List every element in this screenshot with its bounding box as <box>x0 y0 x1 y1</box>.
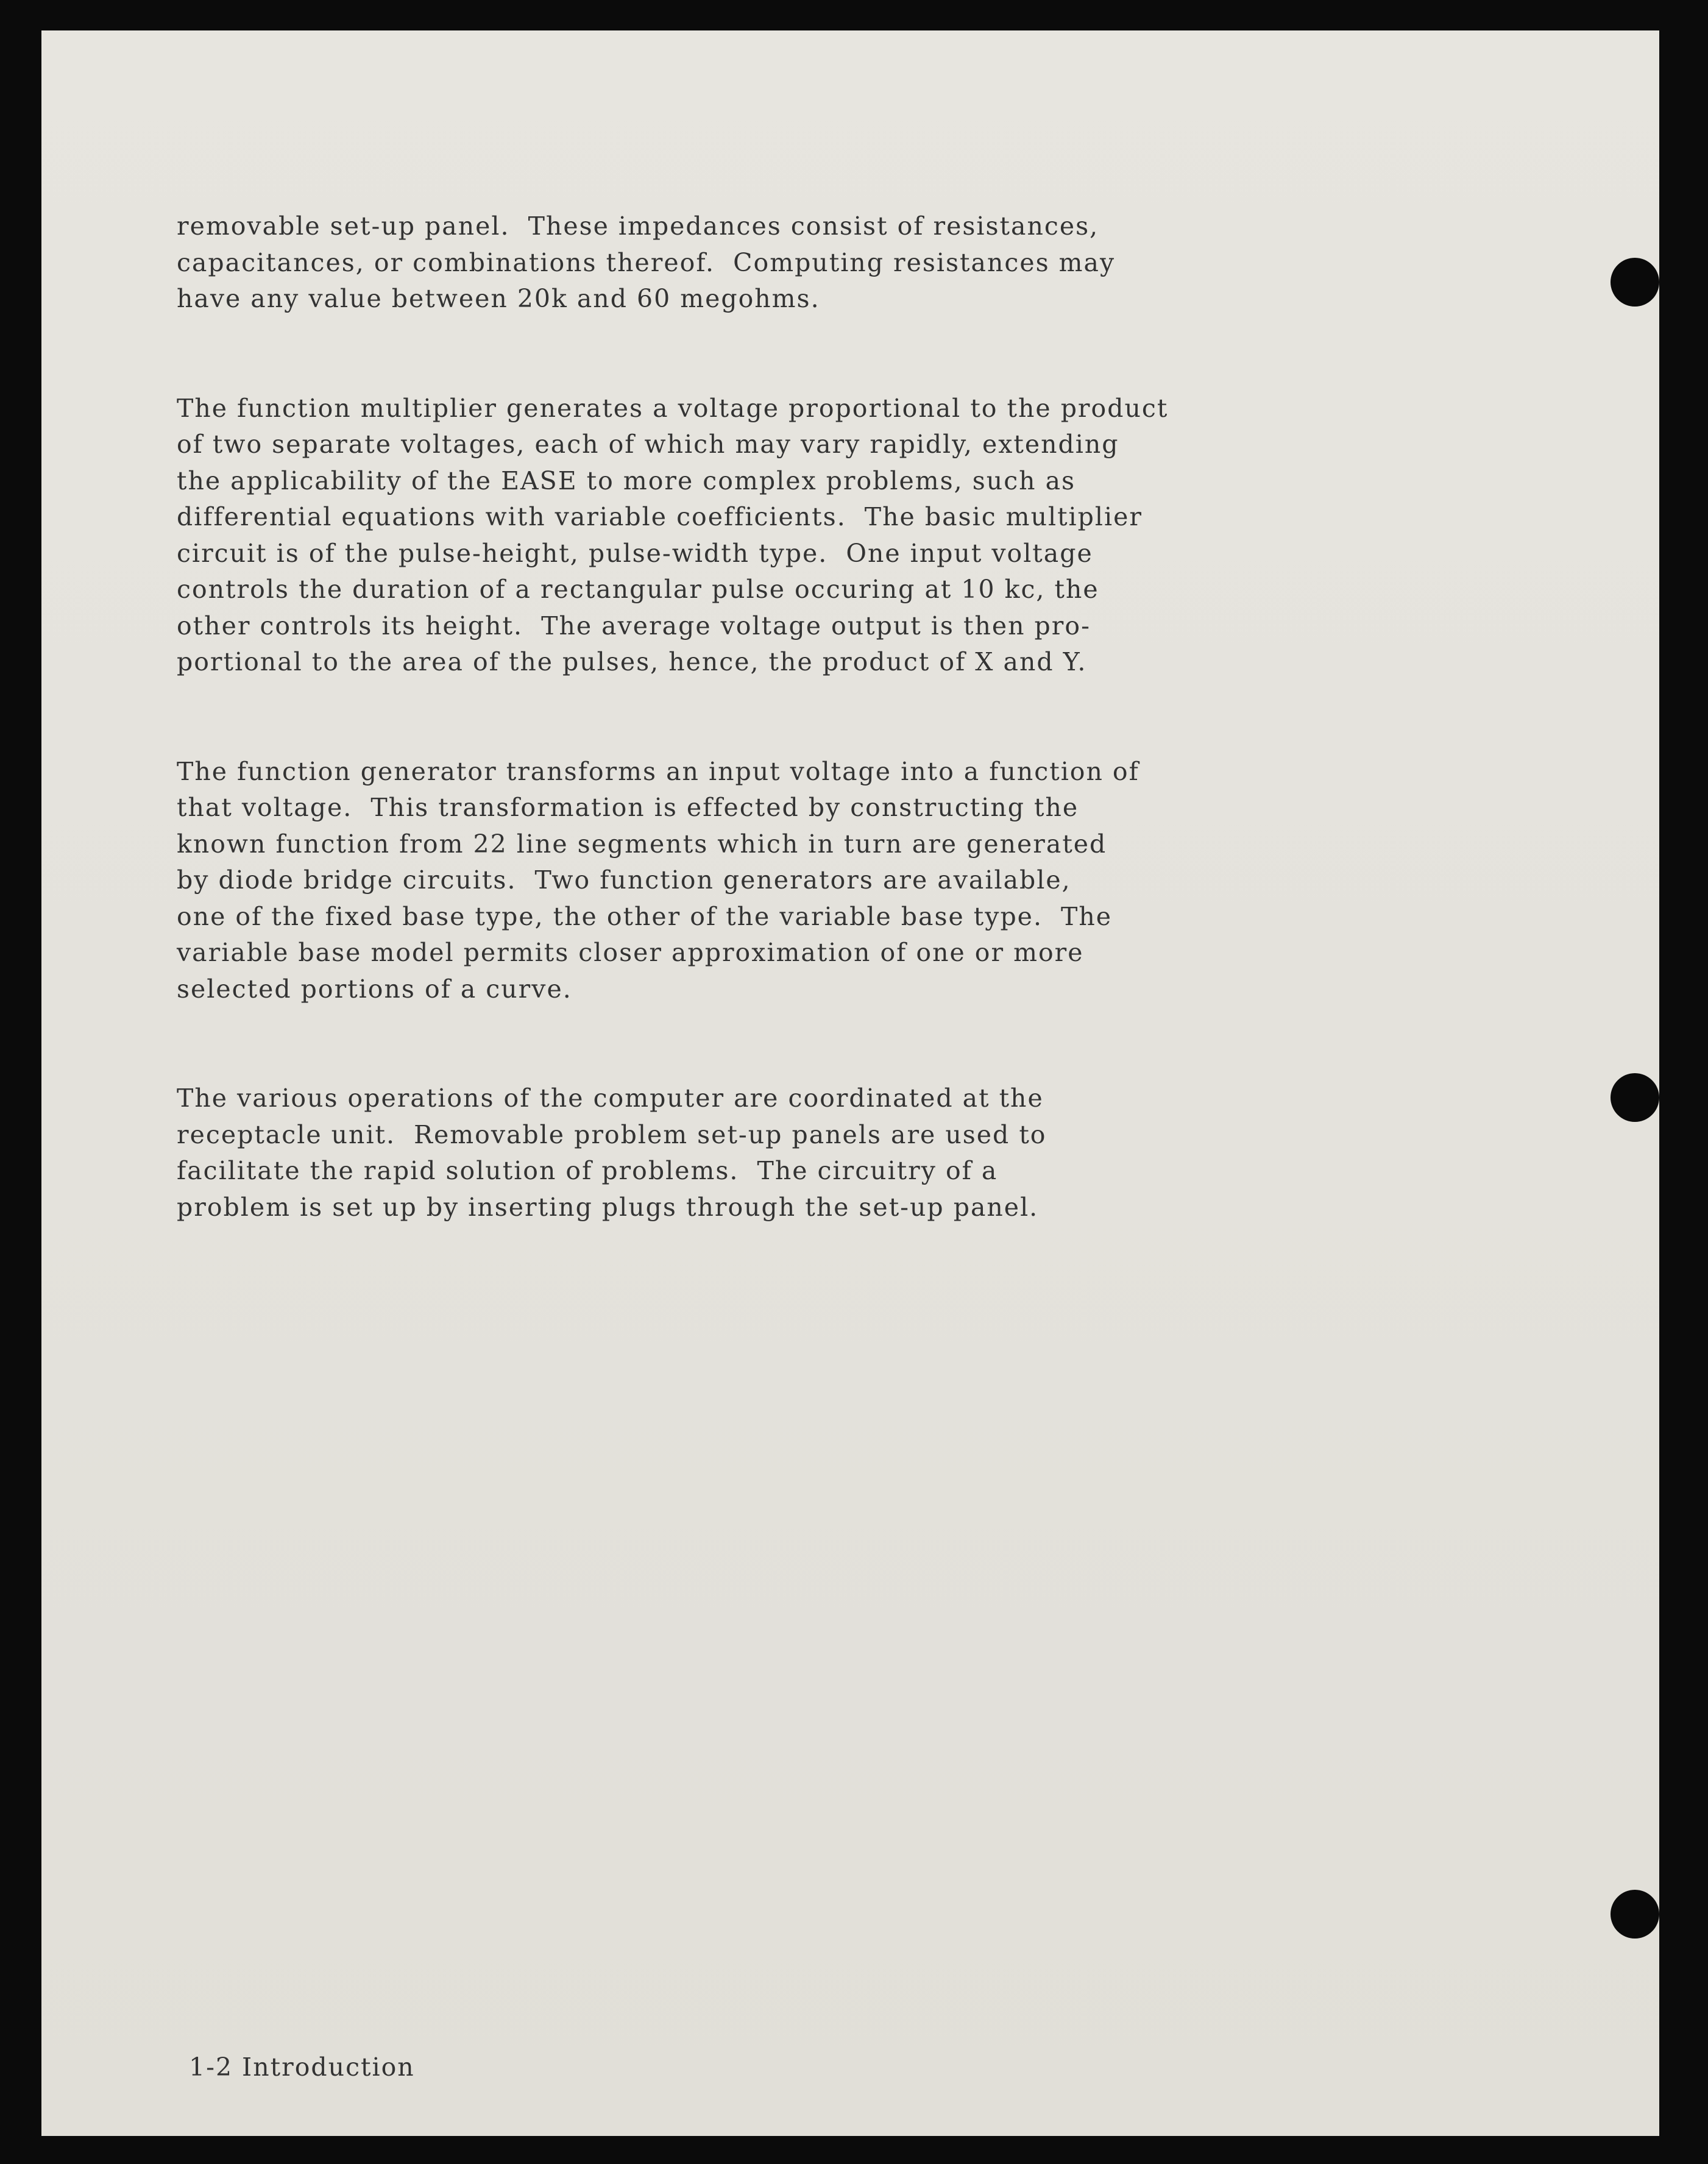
text-line: The function generator transforms an input voltage into a function of <box>177 756 1139 786</box>
text-line: circuit is of the pulse-height, pulse-width type. One input voltage <box>177 538 1093 568</box>
text-line: selected portions of a curve. <box>177 974 572 1004</box>
text-line: by diode bridge circuits. Two function generators are available, <box>177 865 1071 895</box>
text-line: variable base model permits closer approximation of one or more <box>177 938 1084 967</box>
body-text <box>177 208 1395 1299</box>
binder-hole <box>1611 1073 1659 1122</box>
paragraph <box>177 208 1395 318</box>
text-line: removable set-up panel. These impedances consist of resistances, <box>177 211 1099 241</box>
text-line: known function from 22 line segments which in turn are generated <box>177 829 1107 859</box>
paragraph <box>177 1080 1395 1226</box>
text-line: differential equations with variable coefficients. The basic multiplier <box>177 502 1143 531</box>
text-line: portional to the area of the pulses, hence, the product of X and Y. <box>177 647 1087 676</box>
text-line: have any value between 20k and 60 megohms. <box>177 284 820 313</box>
paragraph <box>177 754 1395 1008</box>
text-line: of two separate voltages, each of which may vary rapidly, extending <box>177 430 1119 459</box>
page-footer: 1-2 Introduction <box>189 2052 415 2082</box>
document-page <box>41 30 1659 2136</box>
text-line: controls the duration of a rectangular pulse occuring at 10 kc, the <box>177 575 1099 604</box>
binder-hole <box>1611 1890 1659 1939</box>
binder-hole <box>1611 258 1659 307</box>
text-line: receptacle unit. Removable problem set-up panels are used to <box>177 1119 1047 1149</box>
text-line: that voltage. This transformation is effected by constructing the <box>177 793 1079 822</box>
text-line: The function multiplier generates a voltage proportional to the product <box>177 393 1169 423</box>
paragraph <box>177 391 1395 681</box>
text-line: one of the fixed base type, the other of the variable base type. The <box>177 901 1113 931</box>
text-line: capacitances, or combinations thereof. Computing resistances may <box>177 247 1116 277</box>
text-line: The various operations of the computer are coordinated at the <box>177 1084 1044 1113</box>
text-line: the applicability of the EASE to more complex problems, such as <box>177 466 1076 495</box>
text-line: problem is set up by inserting plugs through the set-up panel. <box>177 1192 1039 1222</box>
text-line: facilitate the rapid solution of problems. The circuitry of a <box>177 1156 998 1185</box>
text-line: other controls its height. The average voltage output is then pro- <box>177 611 1091 640</box>
